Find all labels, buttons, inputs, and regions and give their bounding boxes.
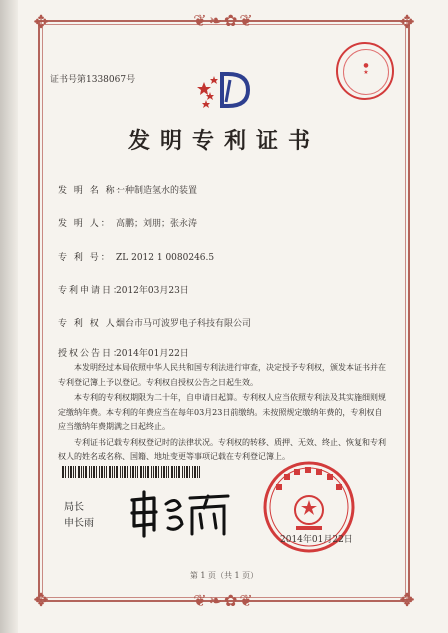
field-label: 专利申请日： [58,286,125,296]
field-label: 发 明 名 称： [58,186,128,196]
field-label: 授权公告日： [58,349,125,359]
field-label: 发 明 人： [58,219,112,229]
field-value: 烟台市马可波罗电子科技有限公司 [116,319,252,329]
field-value: 高鹏；刘朋；张永涛 [116,219,198,229]
top-ornament-icon: ❦❧✿❦ [193,11,255,30]
field-label: 专 利 权 人： [58,319,128,329]
patent-office-logo-icon [196,68,252,112]
corner-ornament-icon: ✥ [399,12,415,33]
barcode-icon [62,466,204,478]
field-label: 专 利 号： [58,253,112,263]
signatory-block [64,500,94,532]
field-value: ZL 2012 1 0080246.5 [116,253,215,263]
field-value: 2012年03月23日 [116,286,189,296]
corner-ornament-icon: ✥ [33,590,49,611]
body-paragraph: 本发明经过本局依照中华人民共和国专利法进行审查，决定授予专利权，颁发本证书并在专利登记簿上予以登记。专利权自授权公告之日起生效。 [58,363,386,387]
corner-ornament-icon: ✥ [399,590,415,611]
field-value: 2014年01月22日 [116,349,189,359]
corner-ornament-icon: ✥ [33,12,49,33]
round-stamp-icon: ● ★ [336,42,394,100]
field-grant-date [58,346,189,359]
field-patentee [58,316,251,329]
page-title: 发明专利证书 [127,128,320,154]
field-application-date [58,283,189,296]
certificate-number: 证书号第1338067号 [50,75,136,85]
field-value: 一种制造氢水的装置 [116,186,198,196]
bottom-ornament-icon: ❦❧✿❦ [193,591,255,610]
handwritten-signature-icon [124,486,234,540]
body-paragraph: 本专利的专利权期限为二十年，自申请日起算。专利权人应当依照专利法及其实施细则规定缴纳年费。本专利的年费应当在每年03月23日前缴纳。未按照规定缴纳年费的，专利权自应当缴纳年费期满之日起终止。 [58,393,386,431]
field-invention-name [58,183,197,196]
field-inventors [58,216,197,229]
field-patent-number [58,250,214,263]
scan-shadow [0,0,18,633]
body-paragraph: 专利证书记载专利权登记时的法律状况。专利权的转移、质押、无效、终止、恢复和专利权人的姓名或名称、国籍、地址变更等事项记载在专利登记簿上。 [58,437,386,461]
certificate-body [58,361,388,466]
signatory-name: 申长雨 [64,518,94,529]
seal-date: 2014年01月22日 [280,535,353,545]
page-number: 第 1 页（共 1 页） [189,571,259,580]
signatory-title: 局长 [64,502,84,513]
